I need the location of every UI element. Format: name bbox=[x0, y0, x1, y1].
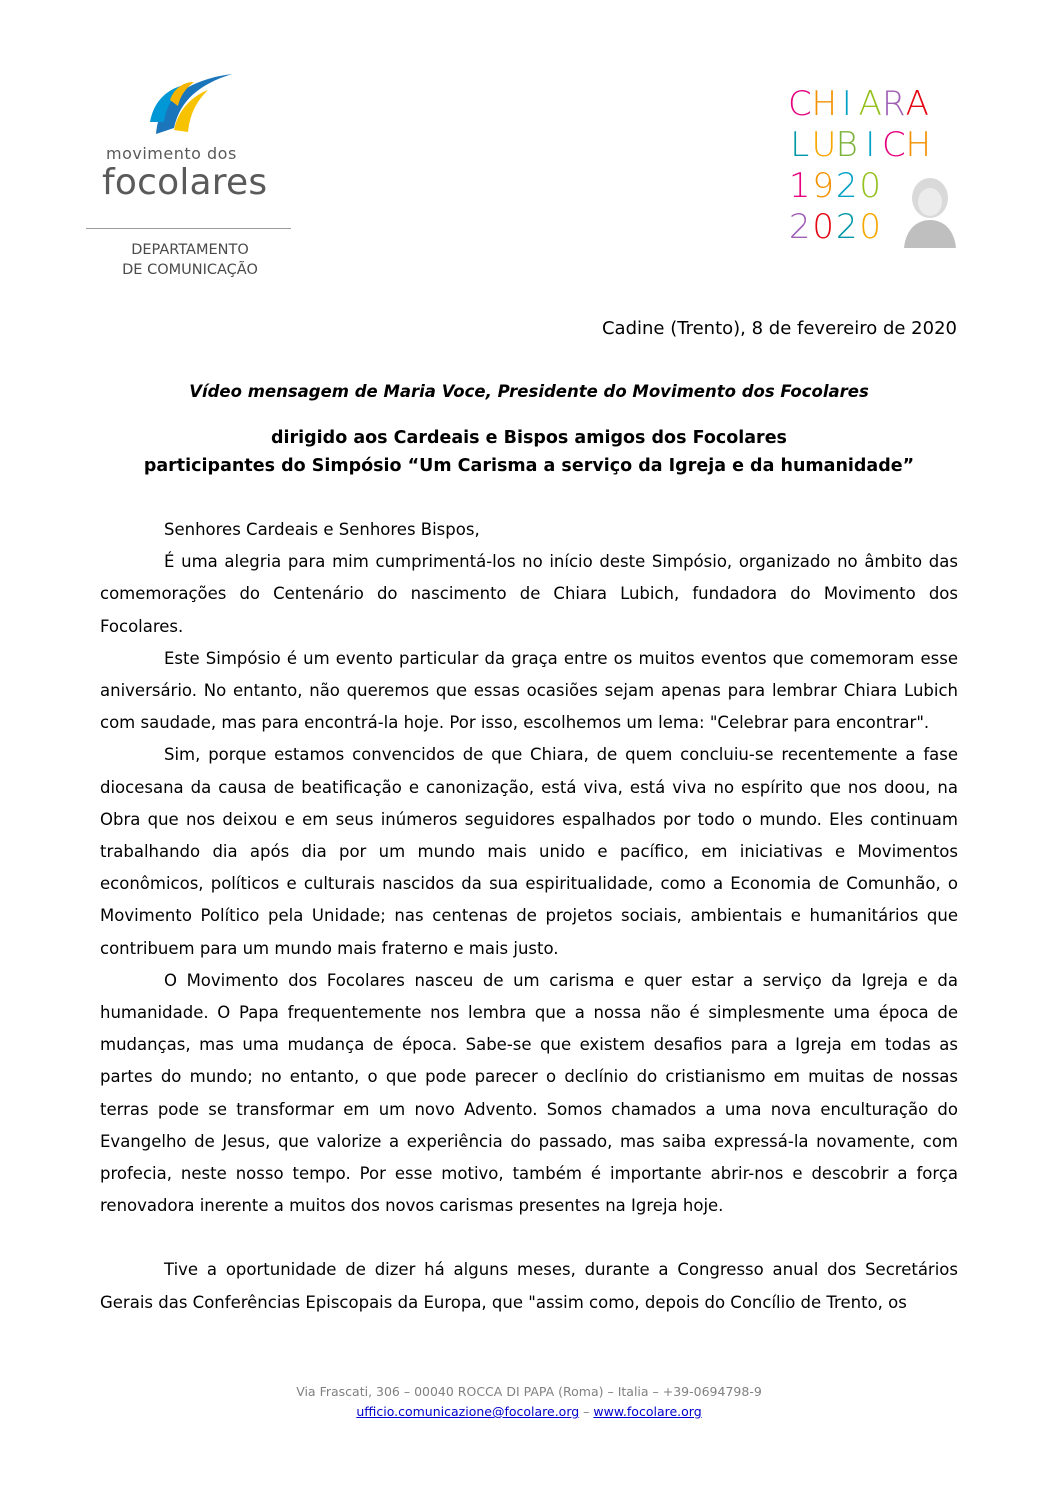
chiara-lubich-portrait-icon bbox=[902, 172, 958, 248]
footer-address: Via Frascati, 306 – 00040 ROCCA DI PAPA (Roma) – Italia – +39-0694798-9 bbox=[296, 1384, 762, 1399]
centenary-logo-letter: 0 bbox=[859, 207, 882, 247]
centenary-logo-letter: B bbox=[835, 125, 858, 165]
footer-contacts bbox=[0, 1402, 1058, 1422]
centenary-logo-letter: 2 bbox=[835, 166, 858, 206]
centenary-logo-letter: 1 bbox=[788, 166, 811, 206]
paragraph: Este Simpósio é um evento particular da graça entre os muitos eventos que comemoram esse aniversário. No entanto, não queremos que essas ocasiões sejam apenas para lembrar Chiara Lubich com saudade, mas para encontrá-la hoje. Por isso, escolhemos um lema: "Celebrar para encontrar". bbox=[100, 648, 958, 733]
department-label bbox=[100, 240, 280, 280]
salutation: Senhores Cardeais e Senhores Bispos, bbox=[164, 520, 480, 539]
centenary-logo-letter: U bbox=[811, 125, 837, 165]
paragraph: Tive a oportunidade de dizer há alguns meses, durante a Congresso anual dos Secretários Gerais das Conferências Episcopais da Europa, que "assim como, depois do Concílio de Trento, os bbox=[100, 1260, 958, 1312]
centenary-logo-row bbox=[788, 84, 929, 125]
centenary-logo-letter: 0 bbox=[859, 166, 882, 206]
headline-italic: Vídeo mensagem de Maria Voce, Presidente do Movimento dos Focolares bbox=[189, 382, 869, 401]
centenary-logo-letter: R bbox=[882, 84, 906, 124]
paragraph: Sim, porque estamos convencidos de que Chiara, de quem concluiu-se recentemente a fase diocesana da causa de beatificação e canonização, está viva, está viva no espírito que nos doou, na Obra que nos deixou e em seus inúmeros seguidores espalhados por todo o mundo. Eles continuam trabalhando dia após dia por um mundo mais unido e pacífico, em iniciativas e Movimentos econômicos, políticos e culturais nascidos da sua espiritualidade, como a Economia de Comunhão, o Movimento Político pela Unidade; nas centenas de projetos sociais, ambientais e humanitários que contribuem para um mundo mais fraterno e mais justo. bbox=[100, 745, 958, 958]
centenary-logo-letter: 9 bbox=[812, 166, 835, 206]
centenary-logo-letter: L bbox=[790, 125, 810, 165]
centenary-logo-letter: A bbox=[905, 84, 929, 124]
centenary-logo-letter: I bbox=[865, 125, 876, 165]
department-line-2: DE COMUNICAÇÃO bbox=[122, 262, 258, 278]
footer-website-link[interactable]: www.focolare.org bbox=[593, 1404, 702, 1419]
centenary-logo-letter: H bbox=[811, 84, 838, 124]
centenary-logo-letter: I bbox=[841, 84, 852, 124]
org-name-small: movimento dos bbox=[106, 144, 237, 163]
centenary-logo-letter: 0 bbox=[812, 207, 835, 247]
org-name-large: focolares bbox=[102, 162, 268, 203]
centenary-logo-letter: 2 bbox=[788, 207, 811, 247]
paragraph: É uma alegria para mim cumprimentá-los no início deste Simpósio, organizado no âmbito das comemorações do Centenário do nascimento de Chiara Lubich, fundadora do Movimento dos Focolares. bbox=[100, 552, 958, 636]
letter-body bbox=[100, 514, 958, 1319]
focolares-logo-mark bbox=[144, 70, 234, 140]
centenary-logo-letter: C bbox=[882, 125, 906, 165]
headline-bold-line-2: participantes do Simpósio “Um Carisma a serviço da Igreja e da humanidade” bbox=[143, 456, 915, 476]
headline-bold bbox=[100, 424, 958, 480]
logo-divider bbox=[86, 228, 291, 229]
paragraph: O Movimento dos Focolares nasceu de um carisma e quer estar a serviço da Igreja e da humanidade. O Papa frequentemente nos lembra que a nossa não é simplesmente uma época de mudanças, mas uma mudança de época. Sabe-se que existem desafios para a Igreja em todas as partes do mundo; no entanto, o que pode parecer o declínio do cristianismo em muitas de nossas terras pode se transformar em um novo Advento. Somos chamados a uma nova enculturação do Evangelho de Jesus, que valorize a experiência do passado, mas saiba expressá-la novamente, com profecia, neste nosso tempo. Por esse motivo, também é importante abrir-nos e descobrir a força renovadora inerente a muitos dos novos carismas presentes na Igreja hoje. bbox=[100, 970, 958, 1216]
centenary-logo-letter: 2 bbox=[835, 207, 858, 247]
centenary-logo-letter: A bbox=[858, 84, 882, 124]
document-date: Cadine (Trento), 8 de fevereiro de 2020 bbox=[601, 318, 957, 339]
footer-separator: – bbox=[583, 1404, 590, 1419]
centenary-logo-letter: H bbox=[905, 125, 932, 165]
page-footer bbox=[0, 1382, 1058, 1422]
headline-bold-line-1: dirigido aos Cardeais e Bispos amigos dos Focolares bbox=[271, 428, 787, 448]
department-line-1: DEPARTAMENTO bbox=[131, 242, 249, 258]
centenary-logo-letter: C bbox=[788, 84, 812, 124]
centenary-logo-row bbox=[788, 125, 932, 166]
footer-email-link[interactable]: ufficio.comunicazione@focolare.org bbox=[356, 1404, 580, 1419]
